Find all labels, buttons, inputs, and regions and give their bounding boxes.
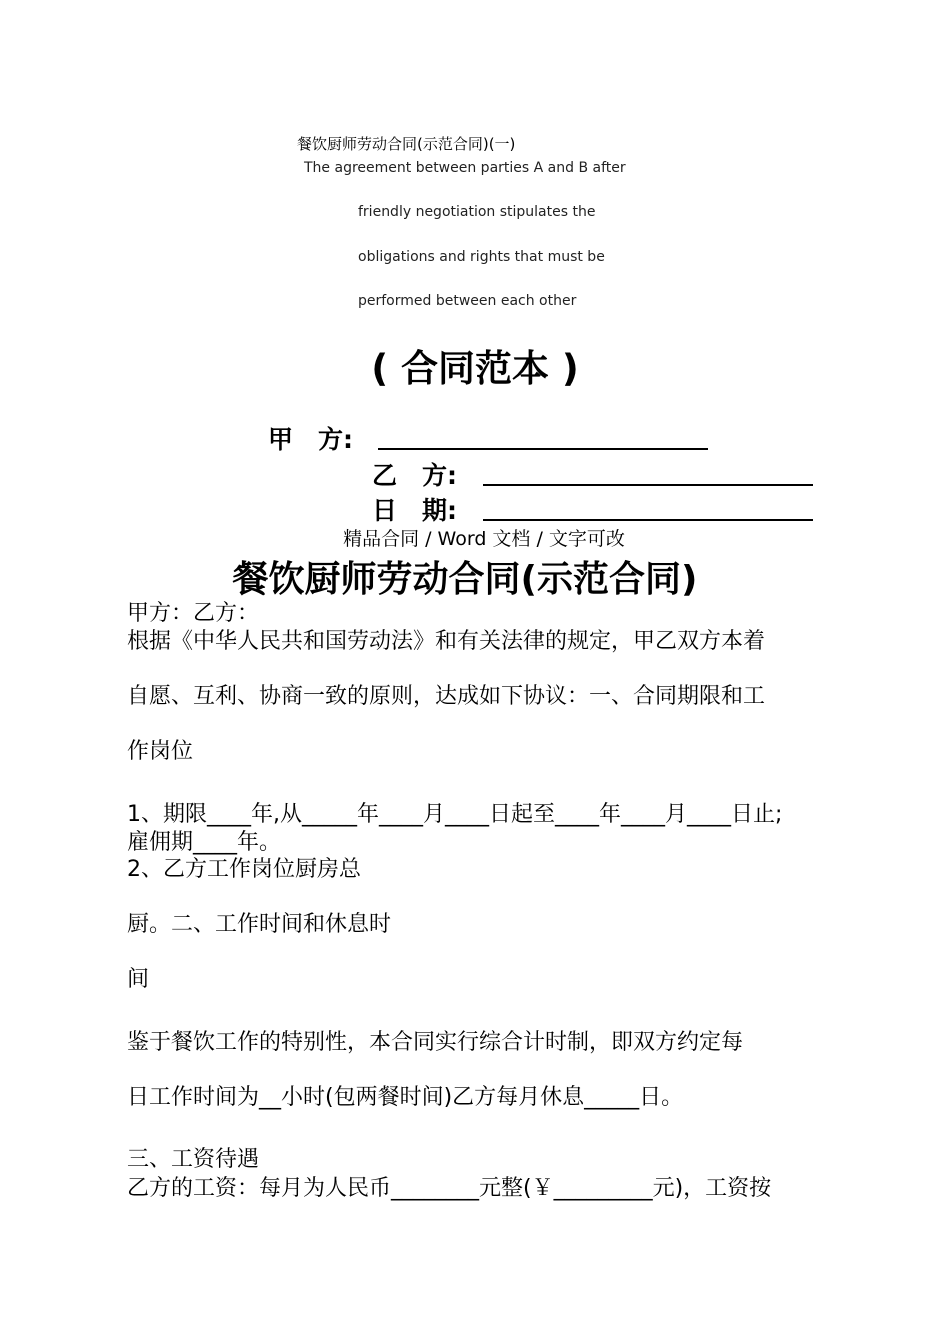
- body-line: 雇佣期____年。: [127, 830, 282, 855]
- english-subtitle-line: The agreement between parties A and B after: [304, 160, 626, 176]
- body-line: 1、期限____年,从_____年____月____日起至____年____月____日止;: [127, 802, 783, 827]
- date-label: 日 期:: [372, 496, 457, 525]
- body-line: 乙方的工资：每月为人民币________元整(￥_________元)，工资按: [127, 1176, 772, 1201]
- party-a-blank: [378, 448, 708, 450]
- body-line: 作岗位: [127, 739, 194, 764]
- english-subtitle-line: obligations and rights that must be: [358, 249, 605, 265]
- section-heading: 三、工资待遇: [127, 1147, 260, 1172]
- body-line: 日工作时间为__小时(包两餐时间)乙方每月休息_____日。: [127, 1085, 684, 1110]
- party-a-label: 甲 方:: [268, 425, 353, 454]
- cover-small-title: 餐饮厨师劳动合同(示范合同)(一): [297, 135, 516, 153]
- party-b-blank: [483, 484, 813, 486]
- body-line: 间: [127, 967, 150, 992]
- body-line: 厨。二、工作时间和休息时: [127, 912, 392, 937]
- english-subtitle-line: friendly negotiation stipulates the: [358, 204, 596, 220]
- english-subtitle-line: performed between each other: [358, 293, 577, 309]
- cover-heading: ( 合同范本 ): [371, 347, 579, 390]
- body-line: 2、乙方工作岗位厨房总: [127, 857, 361, 882]
- document-title: 餐饮厨师劳动合同(示范合同): [232, 559, 698, 600]
- party-b-label: 乙 方:: [372, 461, 457, 490]
- body-line: 鉴于餐饮工作的特别性，本合同实行综合计时制，即双方约定每: [127, 1030, 744, 1055]
- body-line: 自愿、互利、协商一致的原则，达成如下协议：一、合同期限和工: [127, 684, 766, 709]
- date-blank: [483, 519, 813, 521]
- body-line: 甲方：乙方：: [127, 601, 260, 626]
- editable-note: 精品合同 / Word 文档 / 文字可改: [343, 528, 625, 550]
- body-line: 根据《中华人民共和国劳动法》和有关法律的规定，甲乙双方本着: [127, 629, 766, 654]
